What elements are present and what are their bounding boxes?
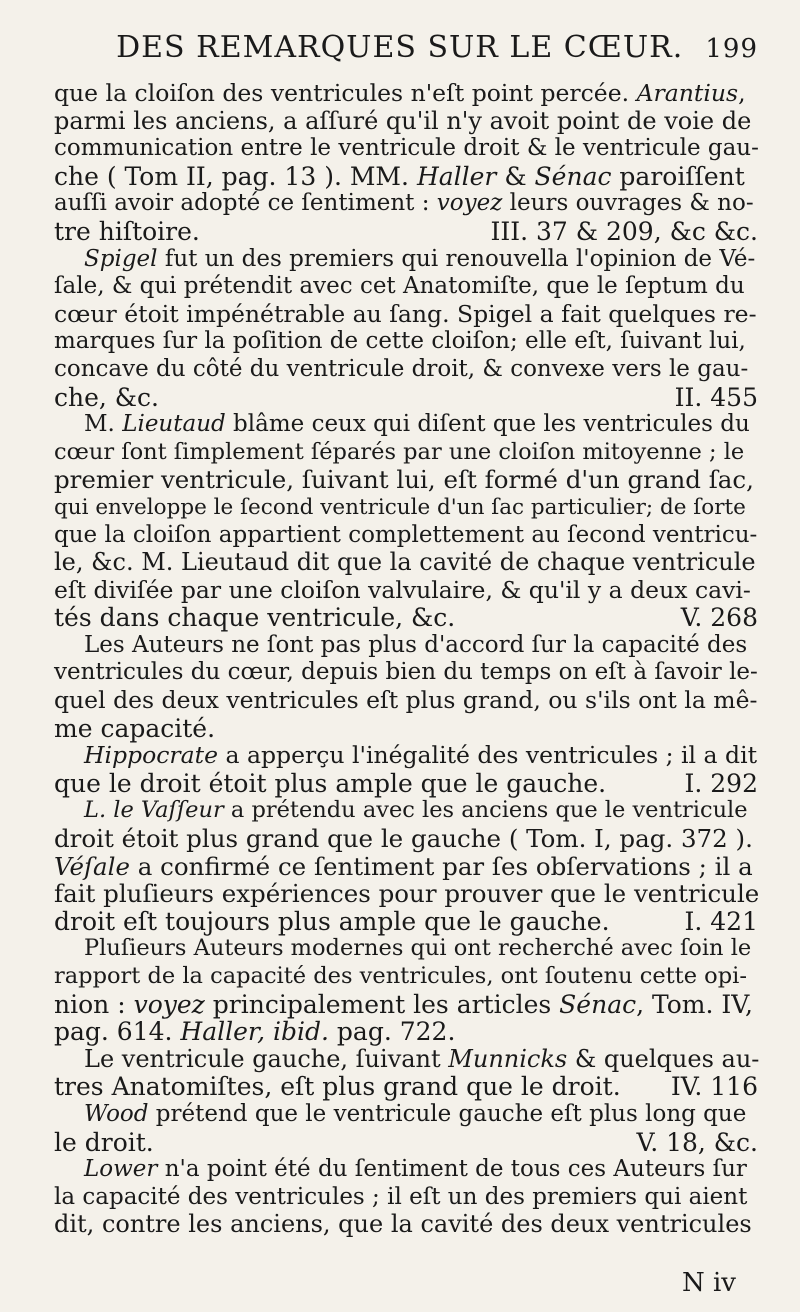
line-text [54, 163, 745, 191]
line-text [54, 1184, 747, 1212]
text-run: ventricules du cœur, depuis bien du temps on eſt à ſavoir le- [54, 659, 758, 686]
text-line [54, 218, 758, 246]
text-line [54, 825, 758, 853]
text-run: tre hiſtoire. [54, 216, 200, 246]
italic-name: Arantius [636, 79, 739, 107]
text-line [54, 190, 758, 218]
text-line [54, 301, 758, 329]
text-run: Pluſieurs Auteurs modernes qui ont recherché avec ſoin le [84, 935, 752, 962]
text-run: pag. 614. [54, 1017, 181, 1047]
text-run: a confirmé ce ſentiment par ſes obſervations ; il a [129, 851, 753, 881]
line-text [54, 466, 754, 494]
italic-name: Munnicks [448, 1044, 568, 1073]
line-text [54, 494, 746, 522]
text-run: que la cloiſon appartient complettement au ſecond ventricu- [54, 521, 758, 548]
line-text [54, 108, 751, 136]
reference: V. 18, &c. [636, 1127, 758, 1157]
text-run: cœur ſont ſimplement ſéparés par une cloiſon mitoyenne ; le [54, 438, 745, 465]
text-run: communication entre le ventricule droit & le ventricule gau- [54, 135, 759, 162]
text-run: le, &c. M. Lieutaud dit que la cavité de chaque ventricule [54, 548, 756, 577]
line-text [84, 246, 755, 274]
text-line [54, 632, 758, 660]
reference: III. 37 & 209, &c &c. [490, 216, 758, 246]
line-text [54, 715, 215, 743]
text-run: cœur étoit impénétrable au ſang. Spigel a fait quelques re- [54, 299, 757, 328]
text-run: fut un des premiers qui renouvella l'opinion de Vé- [157, 245, 756, 272]
text-line [54, 549, 758, 577]
text-line [54, 466, 758, 494]
text-run: qui enveloppe le ſecond ventricule d'un ſac particulier; de ſorte [54, 494, 746, 520]
line-text [54, 522, 757, 550]
text-run: dit, contre les anciens, que la cavité des deux ventricules [54, 1210, 752, 1239]
text-run: n'a point été du ſentiment de tous ces Auteurs ſur [157, 1156, 747, 1183]
text-run: concave du côté du ventricule droit, & convexe vers le gau- [54, 355, 749, 382]
running-head [54, 30, 758, 80]
text-line [54, 687, 758, 715]
italic-name: L. le Vaſſeur [84, 797, 224, 824]
text-run: , Tom. IV, [636, 989, 753, 1019]
line-text [54, 770, 606, 798]
line-text [84, 1101, 746, 1129]
line-text [54, 80, 746, 108]
text-run: M. [84, 411, 123, 438]
line-text [54, 328, 746, 356]
text-line [54, 1046, 758, 1074]
text-line [54, 1101, 758, 1129]
text-body [54, 80, 758, 1239]
text-line [54, 577, 758, 605]
line-text [54, 991, 753, 1019]
reference: I. 421 [684, 906, 758, 936]
line-text [54, 549, 756, 577]
text-line [54, 715, 758, 743]
italic-name: Haller [416, 161, 497, 191]
text-run: que la cloiſon des ventricules n'eſt point percée. [54, 79, 637, 107]
line-text [84, 1046, 759, 1074]
line-text [54, 135, 759, 163]
text-run: principalement les articles [204, 989, 560, 1019]
text-run: pag. 722. [328, 1017, 456, 1047]
line-text [54, 853, 753, 881]
line-text [84, 632, 747, 660]
reference: I. 292 [684, 768, 758, 798]
text-run: le droit. [54, 1127, 154, 1157]
text-run: eſt diviſée par une cloiſon valvulaire, & qu'il y a deux cavi- [54, 575, 751, 604]
text-run: droit étoit plus grand que le gauche ( Tom. I, pag. 372 ). [54, 824, 753, 854]
line-text [54, 356, 748, 384]
italic-name: Lower [84, 1156, 158, 1183]
text-run: & quelques au- [567, 1044, 760, 1073]
text-line [54, 1211, 758, 1239]
text-line [54, 494, 758, 522]
text-run: nion : [54, 989, 134, 1019]
line-text [54, 1129, 154, 1157]
text-line [54, 853, 758, 881]
text-run: Les Auteurs ne ſont pas plus d'accord ſur la capacité des [84, 631, 748, 658]
line-text [54, 301, 757, 329]
italic-name: Sénac [534, 161, 612, 191]
text-line [54, 1184, 758, 1212]
reference: V. 268 [680, 603, 758, 633]
line-text [54, 1073, 621, 1101]
text-line [54, 991, 758, 1019]
text-run: parmi les anciens, a aſſuré qu'il n'y avoit point de voie de [54, 106, 752, 135]
line-text [54, 908, 610, 936]
text-run: a prétendu avec les anciens que le ventricule [223, 797, 748, 824]
text-line [54, 273, 758, 301]
italic-name: voyez [133, 989, 205, 1019]
text-run: auſſi avoir adopté ce ſentiment : [54, 190, 437, 217]
italic-name: Hippocrate [84, 741, 219, 770]
text-line [54, 604, 758, 632]
text-line [54, 163, 758, 191]
line-text [54, 577, 751, 605]
text-run: quel des deux ventricules eſt plus grand, ou s'ils ont la mê- [54, 686, 758, 715]
text-run: tés dans chaque ventricule, &c. [54, 603, 456, 633]
line-text [54, 825, 753, 853]
text-line [54, 1129, 758, 1157]
text-line [54, 770, 758, 798]
text-run: rapport de la capacité des ventricules, ont ſoutenu cette opi- [54, 963, 747, 989]
text-line [54, 963, 758, 991]
text-run: la capacité des ventricules ; il eſt un des premiers qui aient [54, 1183, 748, 1210]
line-text [54, 604, 455, 632]
text-line [54, 439, 758, 467]
text-line [54, 1073, 758, 1101]
text-run: blâme ceux qui diſent que les ventricules du [225, 411, 750, 438]
line-text [54, 190, 754, 218]
text-line [54, 522, 758, 550]
line-text [84, 935, 751, 963]
text-line [54, 908, 758, 936]
text-line [54, 411, 758, 439]
line-text [54, 880, 759, 908]
line-text [84, 742, 757, 770]
text-run: que le droit étoit plus ample que le gauche. [54, 768, 607, 798]
text-run: marques ſur la poſition de cette cloiſon; elle eſt, ſuivant lui, [54, 328, 746, 355]
text-run: tres Anatomiſtes, eſt plus grand que le droit. [54, 1072, 621, 1102]
text-run: me capacité. [54, 713, 216, 743]
italic-name: Spigel [84, 245, 158, 272]
line-text [54, 659, 758, 687]
text-line [54, 328, 758, 356]
signature-mark: N iv [681, 1268, 736, 1298]
line-text [54, 1211, 752, 1239]
text-run: paroiſſent [611, 161, 745, 191]
line-text [54, 687, 757, 715]
text-line [54, 880, 758, 908]
line-text [54, 963, 747, 991]
text-run: che, &c. [54, 382, 159, 412]
text-line [54, 80, 758, 108]
line-text [54, 384, 159, 412]
text-line [54, 1018, 758, 1046]
italic-name: Véſale [54, 851, 130, 881]
text-run: leurs ouvrages & no- [502, 190, 754, 217]
line-text [54, 439, 744, 467]
text-line [54, 1156, 758, 1184]
line-text [84, 411, 750, 439]
text-run: ſale, & qui prétendit avec cet Anatomiſte, que le ſeptum du [54, 273, 745, 300]
text-run: fait pluſieurs expériences pour prouver que le ventricule [54, 879, 760, 909]
text-line [54, 356, 758, 384]
text-line [54, 108, 758, 136]
text-line [54, 797, 758, 825]
text-line [54, 384, 758, 412]
text-line [54, 246, 758, 274]
text-line [54, 935, 758, 963]
italic-name: Lieutaud [122, 411, 226, 438]
page-number: 199 [705, 34, 758, 64]
italic-name: Wood [84, 1100, 149, 1127]
page-title: DES REMARQUES SUR LE CŒUR. [116, 30, 684, 65]
line-text [84, 797, 748, 825]
text-run: a apperçu l'inégalité des ventricules ; il a dit [218, 741, 758, 770]
italic-name: Sénac [559, 989, 637, 1019]
text-run: prétend que le ventricule gauche eſt plus long que [148, 1100, 747, 1127]
italic-name: voyez [436, 190, 503, 217]
reference: IV. 116 [670, 1072, 758, 1102]
italic-name: Haller, ibid. [180, 1017, 329, 1047]
line-text [54, 218, 200, 246]
reference: II. 455 [674, 382, 758, 412]
line-text [54, 1018, 455, 1046]
text-run: Le ventricule gauche, ſuivant [84, 1044, 449, 1073]
text-line [54, 742, 758, 770]
line-text [84, 1156, 747, 1184]
text-run: che ( Tom II, pag. 13 ). MM. [54, 161, 417, 191]
line-text [54, 273, 745, 301]
text-run: & [496, 161, 535, 191]
text-line [54, 135, 758, 163]
text-run: , [738, 79, 746, 107]
text-run: droit eſt toujours plus ample que le gauche. [54, 906, 610, 936]
text-run: premier ventricule, ſuivant lui, eſt formé d'un grand ſac, [54, 465, 754, 495]
text-line [54, 659, 758, 687]
